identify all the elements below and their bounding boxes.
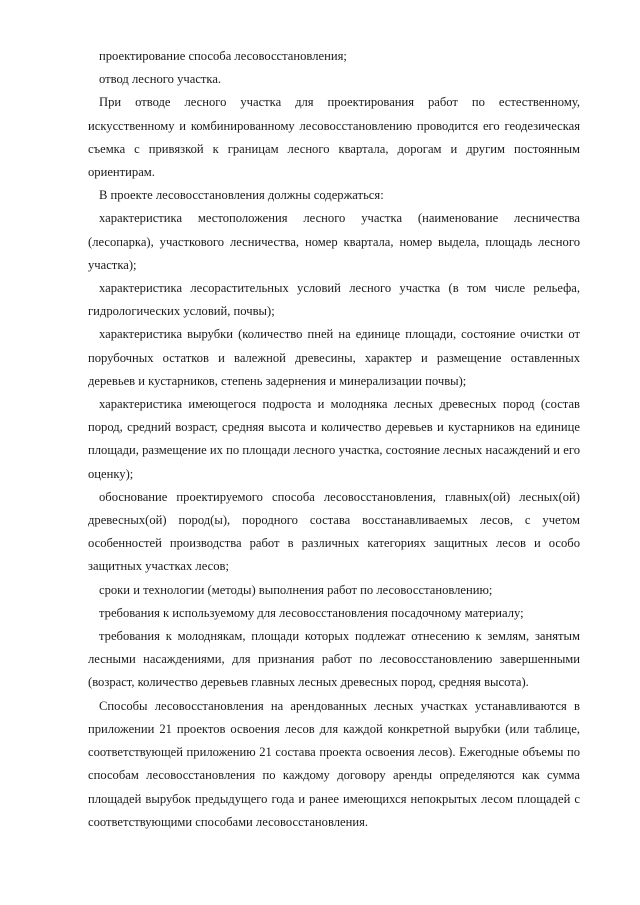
document-page (88, 45, 580, 834)
paragraph-young-stand-requirements: требования к молоднякам, площади которых подлежат отнесению к землям, занятым лесными насаждениями, для признания работ по лесовосстановлению завершенными (возраст, количество деревьев главных лесных древесных пород, средняя высота). (88, 629, 580, 690)
paragraph-plot-location: характеристика местоположения лесного участка (наименование лесничества (лесопарка), участкового лесничества, номер квартала, номер выдела, площадь лесного участка); (88, 211, 580, 272)
paragraph-project-contents-intro: В проекте лесовосстановления должны содержаться: (99, 188, 384, 203)
paragraph-geodetic-survey: При отводе лесного участка для проектирования работ по естественному, искусственному и комбинированному лесовосстановлению проводится его геодезическая съемка с привязкой к границам лесного квартала, дорогам и другим постоянным ориентирам. (88, 95, 580, 180)
paragraph-timing-and-technology: сроки и технологии (методы) выполнения работ по лесовосстановлению; (99, 582, 493, 597)
paragraph-plot-allocation: отвод лесного участка. (99, 72, 222, 87)
paragraph-reforestation-method-design: проектирование способа лесовосстановления; (99, 49, 347, 63)
paragraph-method-justification: обоснование проектируемого способа лесовосстановления, главных(ой) лесных(ой) древесных(ой) пород(ы), породного состава восстанавливаемых лесов, с учетом особенностей производства работ в различных категориях защитных лесов и особо защитных участках лесов; (88, 489, 580, 574)
paragraph-growing-conditions: характеристика лесорастительных условий лесного участка (в том числе рельефа, гидрологических условий, почвы); (88, 281, 580, 319)
paragraph-planting-material: требования к используемому для лесовосстановления посадочному материалу; (99, 605, 524, 620)
paragraph-undergrowth-characteristics: характеристика имеющегося подроста и молодняка лесных древесных пород (состав пород, средний возраст, средняя высота и количество деревьев и кустарников на единице площади, размещение их по площади лесного участка, состояние лесных насаждений и его оценку); (88, 397, 580, 481)
paragraph-leased-plots-methods: Способы лесовосстановления на арендованных лесных участках устанавливаются в приложении 21 проектов освоения лесов для каждой конкретной вырубки (или таблице, соответствующей приложению 21 состава проекта освоения лесов). Ежегодные объемы по способам лесовосстановления по каждому договору аренды определяются как сумма площадей вырубок предыдущего года и ранее имеющихся непокрытых лесом площадей с соответствующими способами лесовосстановления. (88, 698, 580, 829)
paragraph-clearcut-characteristics: характеристика вырубки (количество пней на единице площади, состояние очистки от порубочных остатков и валежной древесины, характер и размещение оставленных деревьев и кустарников, степень задернения и минерализации почвы); (88, 327, 580, 388)
